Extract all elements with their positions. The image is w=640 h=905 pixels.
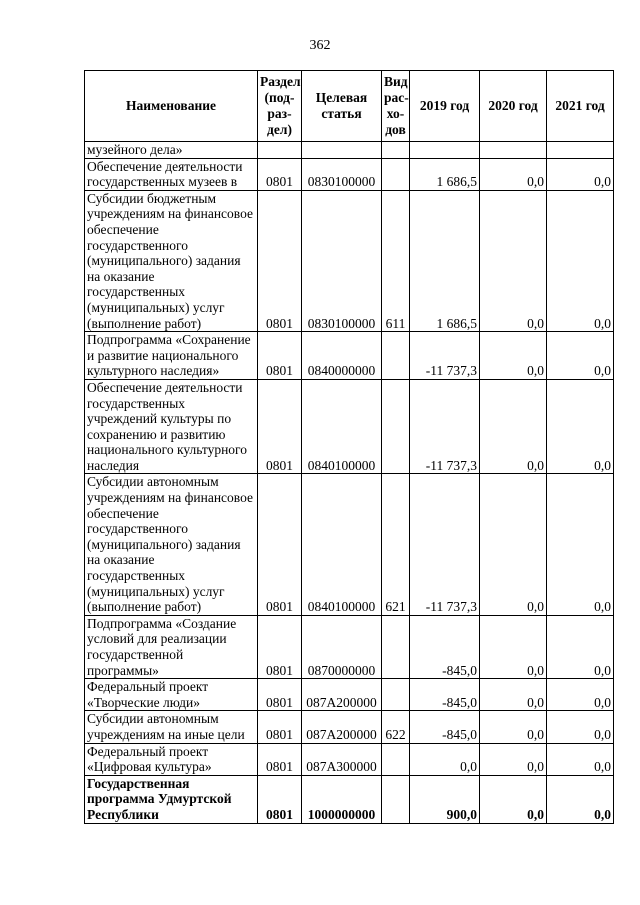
cell-target: 087A300000	[302, 743, 382, 775]
cell-2021: 0,0	[547, 679, 614, 711]
table-row	[85, 679, 614, 711]
cell-target: 0870000000	[302, 615, 382, 678]
cell-name: Федеральный проект «Творческие люди»	[85, 679, 258, 711]
header-name: Наименование	[85, 71, 258, 142]
cell-2020: 0,0	[480, 379, 547, 474]
cell-kind	[382, 679, 410, 711]
cell-target: 0830100000	[302, 190, 382, 331]
cell-kind: 622	[382, 711, 410, 743]
cell-section: 0801	[258, 190, 302, 331]
cell-section: 0801	[258, 711, 302, 743]
cell-name: Субсидии бюджетным учреждениям на финансовое обеспечение государственного (муниципального) задания на оказание государственных (муниципальных) услуг (выполнение работ)	[85, 190, 258, 331]
cell-kind: 621	[382, 474, 410, 615]
cell-name: Государственная программа Удмуртской Республики	[85, 775, 258, 823]
cell-2020: 0,0	[480, 743, 547, 775]
table-header-row	[85, 71, 614, 142]
cell-section: 0801	[258, 474, 302, 615]
page-number: 362	[309, 38, 331, 53]
cell-target: 0830100000	[302, 158, 382, 190]
header-2019: 2019 год	[410, 71, 480, 142]
cell-name: Подпрограмма «Сохранение и развитие национального культурного наследия»	[85, 332, 258, 380]
table-row	[85, 332, 614, 380]
cell-section: 0801	[258, 679, 302, 711]
cell-name: музейного дела»	[85, 142, 258, 159]
cell-2019: -11 737,3	[410, 379, 480, 474]
budget-table	[84, 70, 614, 824]
cell-section: 0801	[258, 743, 302, 775]
header-target: Целевая статья	[302, 71, 382, 142]
cell-name: Федеральный проект «Цифровая культура»	[85, 743, 258, 775]
cell-2020: 0,0	[480, 615, 547, 678]
cell-2019	[410, 142, 480, 159]
cell-kind: 611	[382, 190, 410, 331]
cell-kind	[382, 775, 410, 823]
table-row	[85, 190, 614, 331]
cell-2020: 0,0	[480, 775, 547, 823]
cell-2021: 0,0	[547, 743, 614, 775]
cell-2019: -845,0	[410, 711, 480, 743]
cell-target: 087A200000	[302, 711, 382, 743]
cell-2019: 0,0	[410, 743, 480, 775]
cell-section: 0801	[258, 158, 302, 190]
cell-target: 087A200000	[302, 679, 382, 711]
cell-name: Субсидии автономным учреждениям на иные цели	[85, 711, 258, 743]
cell-2019: -845,0	[410, 615, 480, 678]
cell-section: 0801	[258, 332, 302, 380]
header-section: Раздел (под-раз-дел)	[258, 71, 302, 142]
table-row	[85, 711, 614, 743]
cell-2021: 0,0	[547, 615, 614, 678]
table-row	[85, 158, 614, 190]
cell-target: 0840000000	[302, 332, 382, 380]
header-kind: Вид рас-хо-дов	[382, 71, 410, 142]
table-row	[85, 775, 614, 823]
cell-2019: -845,0	[410, 679, 480, 711]
cell-2019: -11 737,3	[410, 474, 480, 615]
cell-kind	[382, 142, 410, 159]
cell-2021: 0,0	[547, 190, 614, 331]
table-body	[85, 142, 614, 824]
header-2021: 2021 год	[547, 71, 614, 142]
cell-2019: 1 686,5	[410, 190, 480, 331]
cell-target: 0840100000	[302, 379, 382, 474]
cell-2020	[480, 142, 547, 159]
cell-2020: 0,0	[480, 190, 547, 331]
cell-name: Субсидии автономным учреждениям на финансовое обеспечение государственного (муниципального) задания на оказание государственных (муниципальных) услуг (выполнение работ)	[85, 474, 258, 615]
cell-section: 0801	[258, 615, 302, 678]
cell-2021: 0,0	[547, 775, 614, 823]
cell-2020: 0,0	[480, 679, 547, 711]
cell-2021: 0,0	[547, 474, 614, 615]
table-row	[85, 142, 614, 159]
cell-2019: 900,0	[410, 775, 480, 823]
header-2020: 2020 год	[480, 71, 547, 142]
cell-2020: 0,0	[480, 332, 547, 380]
table-row	[85, 615, 614, 678]
cell-2020: 0,0	[480, 158, 547, 190]
cell-2020: 0,0	[480, 711, 547, 743]
table-row	[85, 743, 614, 775]
cell-2021: 0,0	[547, 379, 614, 474]
cell-2019: -11 737,3	[410, 332, 480, 380]
cell-kind	[382, 158, 410, 190]
table-row	[85, 379, 614, 474]
cell-kind	[382, 332, 410, 380]
cell-kind	[382, 615, 410, 678]
cell-target: 0840100000	[302, 474, 382, 615]
cell-kind	[382, 379, 410, 474]
cell-section: 0801	[258, 775, 302, 823]
table-row	[85, 474, 614, 615]
cell-2021: 0,0	[547, 711, 614, 743]
cell-2021	[547, 142, 614, 159]
cell-kind	[382, 743, 410, 775]
cell-target: 1000000000	[302, 775, 382, 823]
cell-2019: 1 686,5	[410, 158, 480, 190]
cell-name: Обеспечение деятельности государственных музеев в	[85, 158, 258, 190]
cell-name: Обеспечение деятельности государственных учреждений культуры по сохранению и развитию национального культурного наследия	[85, 379, 258, 474]
cell-name: Подпрограмма «Создание условий для реализации государственной программы»	[85, 615, 258, 678]
cell-section	[258, 142, 302, 159]
cell-2020: 0,0	[480, 474, 547, 615]
cell-2021: 0,0	[547, 158, 614, 190]
cell-section: 0801	[258, 379, 302, 474]
cell-target	[302, 142, 382, 159]
cell-2021: 0,0	[547, 332, 614, 380]
